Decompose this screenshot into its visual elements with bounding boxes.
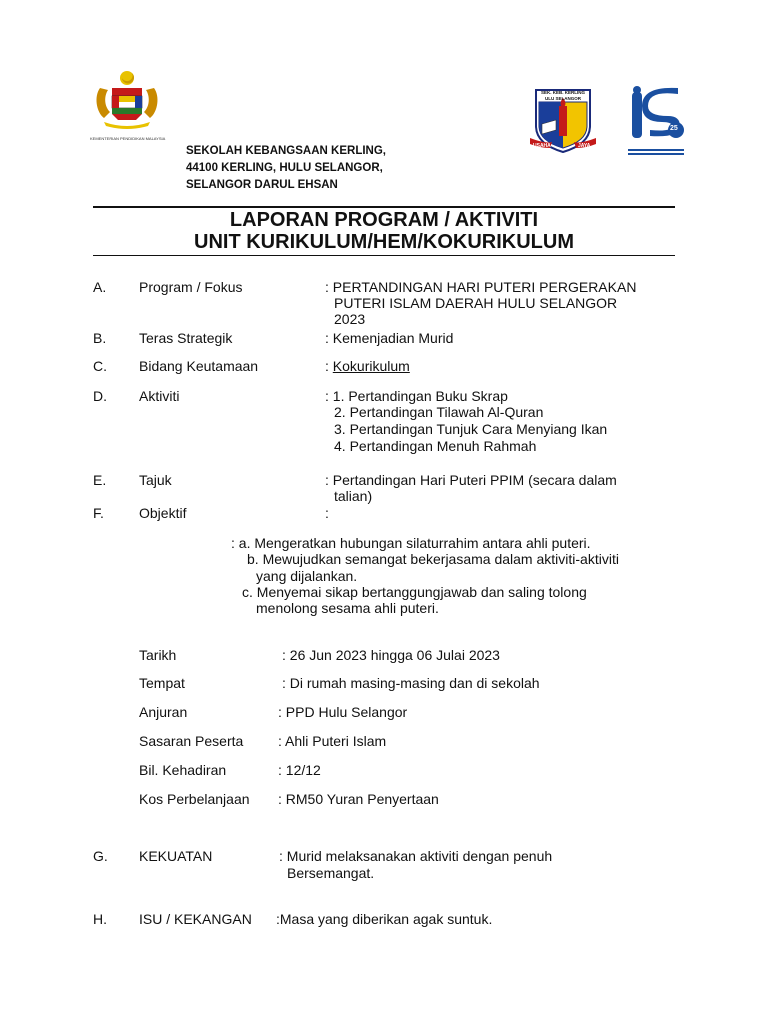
section-e-value-1: : Pertandingan Hari Puteri PPIM (secara dalam <box>325 472 617 488</box>
section-d-letter: D. <box>93 388 107 404</box>
report-title <box>93 209 675 253</box>
objective-c: c. Menyemai sikap bertanggungjawab dan saling tolong <box>242 584 587 600</box>
anjuran-value: : PPD Hulu Selangor <box>278 704 408 720</box>
section-f-letter: F. <box>93 505 104 521</box>
section-c-value: Kokurikulum <box>332 358 410 374</box>
sasaran-label: Sasaran Peserta <box>139 733 244 749</box>
kos-label: Kos Perbelanjaan <box>139 791 250 807</box>
anjuran-label: Anjuran <box>139 704 188 720</box>
section-b-letter: B. <box>93 330 107 346</box>
section-c-label: Bidang Keutamaan <box>139 358 259 374</box>
tarikh-label: Tarikh <box>139 647 177 663</box>
section-g-value-1: : Murid melaksanakan aktiviti dengan penuh <box>279 848 553 864</box>
ministry-anniversary-logo <box>628 86 688 152</box>
tempat-value: : Di rumah masing-masing dan di sekolah <box>282 675 540 691</box>
school-state-line: SELANGOR DARUL EHSAN <box>186 179 338 191</box>
badge-top-line2: ULU SELANGOR <box>545 95 581 101</box>
school-name: SEKOLAH KEBANGSAAN KERLING, <box>186 145 386 157</box>
section-g-label: KEKUATAN <box>139 848 213 864</box>
section-a-label: Program / Fokus <box>139 279 243 295</box>
section-a-letter: A. <box>93 279 107 295</box>
section-c-colon: : <box>325 358 333 374</box>
objective-b-cont: yang dijalankan. <box>256 568 358 584</box>
third-logo-caption-bar <box>628 149 684 151</box>
sasaran-value: : Ahli Puteri Islam <box>278 733 387 749</box>
badge-ribbon-left: USAHA <box>533 143 551 149</box>
section-f-colon: : <box>325 505 329 521</box>
section-h-label: ISU / KEKANGAN <box>139 911 252 927</box>
school-address-line: 44100 KERLING, HULU SELANGOR, <box>186 162 383 174</box>
objective-b: b. Mewujudkan semangat bekerjasama dalam aktiviti-aktiviti <box>247 551 619 567</box>
logo-number: 25 <box>670 125 678 132</box>
tempat-label: Tempat <box>139 675 185 691</box>
activity-item-1: : 1. Pertandingan Buku Skrap <box>325 388 508 404</box>
section-e-value-2: talian) <box>334 488 373 504</box>
kos-value: : RM50 Yuran Penyertaan <box>278 791 439 807</box>
third-logo-caption-bar-2 <box>628 153 684 155</box>
section-h-letter: H. <box>93 911 107 927</box>
section-d-label: Aktiviti <box>139 388 180 404</box>
section-a-value-3: 2023 <box>334 311 366 327</box>
tarikh-value: : 26 Jun 2023 hingga 06 Julai 2023 <box>282 647 500 663</box>
activity-item-3: 3. Pertandingan Tunjuk Cara Menyiang Ikan <box>334 421 608 437</box>
section-b-value: : Kemenjadian Murid <box>325 330 454 346</box>
school-badge-logo <box>528 86 598 156</box>
activity-item-2: 2. Pertandingan Tilawah Al-Quran <box>334 404 544 420</box>
section-b-label: Teras Strategik <box>139 330 233 346</box>
bottom-rule <box>93 255 675 256</box>
objective-c-cont: menolong sesama ahli puteri. <box>256 600 439 616</box>
section-e-letter: E. <box>93 472 107 488</box>
report-title-line1: LAPORAN PROGRAM / AKTIVITI <box>229 209 539 231</box>
section-g-value-2: Bersemangat. <box>287 865 375 881</box>
section-h-value: :Masa yang diberikan agak suntuk. <box>276 911 493 927</box>
objective-a: : a. Mengeratkan hubungan silaturrahim antara ahli puteri. <box>231 535 591 551</box>
section-g-letter: G. <box>93 848 108 864</box>
badge-ribbon-right: JAYA <box>578 143 591 149</box>
section-c-letter: C. <box>93 358 107 374</box>
school-address-block <box>186 143 386 194</box>
malaysia-coat-of-arms-logo <box>90 66 166 141</box>
section-f-label: Objektif <box>139 505 187 521</box>
section-e-label: Tajuk <box>139 472 172 488</box>
crest-caption: KEMENTERIAN PENDIDIKAN MALAYSIA <box>90 136 166 141</box>
kehadiran-label: Bil. Kehadiran <box>139 762 227 778</box>
report-title-line2: UNIT KURIKULUM/HEM/KOKURIKULUM <box>194 231 574 253</box>
section-a-value-2: PUTERI ISLAM DAERAH HULU SELANGOR <box>334 295 618 311</box>
badge-top-line1: SEK. KEB. KERLING <box>540 90 585 95</box>
section-c-value-line <box>325 358 410 375</box>
section-a-value-1: : PERTANDINGAN HARI PUTERI PERGERAKAN <box>325 279 637 295</box>
activity-item-4: 4. Pertandingan Menuh Rahmah <box>334 438 537 454</box>
kehadiran-value: : 12/12 <box>278 762 321 778</box>
badge-top-text <box>536 90 590 101</box>
top-rule <box>93 206 675 208</box>
